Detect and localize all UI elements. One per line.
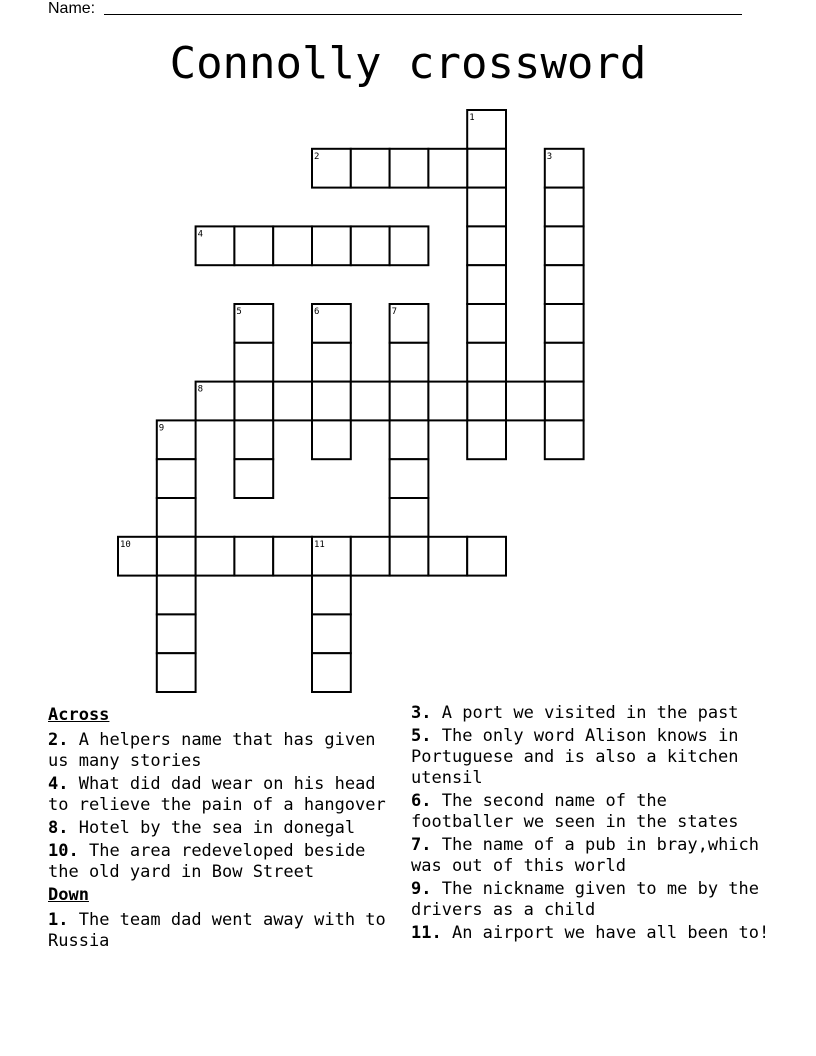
- grid-cell[interactable]: [312, 343, 351, 382]
- clue-down-6: 6. The second name of the footballer we seen in the states: [411, 791, 739, 832]
- grid-cell[interactable]: [157, 459, 196, 498]
- grid-cell[interactable]: [390, 459, 429, 498]
- cell-number-2: 2: [314, 151, 320, 162]
- grid-cell[interactable]: [545, 226, 584, 265]
- grid-cell[interactable]: [467, 188, 506, 227]
- cell-number-5: 5: [236, 307, 242, 317]
- grid-cell[interactable]: [157, 653, 196, 692]
- grid-cell[interactable]: [312, 576, 351, 615]
- grid-cell[interactable]: [351, 382, 390, 421]
- cell-number-3: 3: [546, 151, 553, 162]
- name-label: Name:: [48, 0, 96, 17]
- grid-cell[interactable]: [545, 265, 584, 304]
- grid-cell[interactable]: [545, 343, 584, 382]
- clue-across-4: 4. What did dad wear on his head to relieve the pain of a hangover: [48, 774, 386, 815]
- grid-cell[interactable]: [390, 498, 429, 537]
- clue-down-1: 1. The team dad went away with to Russia: [48, 910, 386, 951]
- grid-cell[interactable]: [467, 420, 506, 459]
- grid-cell[interactable]: [467, 226, 506, 265]
- cell-number-11: 11: [314, 539, 325, 550]
- grid-cell[interactable]: [157, 537, 196, 576]
- grid-cell[interactable]: [467, 382, 506, 421]
- grid-cell[interactable]: [545, 420, 584, 459]
- grid-cell[interactable]: [428, 382, 467, 421]
- grid-cell[interactable]: [196, 537, 235, 576]
- grid-cell[interactable]: [390, 226, 429, 265]
- grid-cell[interactable]: [467, 304, 506, 343]
- clue-down-11: 11. An airport we have all been to!: [411, 923, 770, 943]
- clue-across-10: 10. The area redeveloped beside the old yard in Bow Street: [48, 841, 366, 882]
- grid-cell[interactable]: [428, 537, 467, 576]
- grid-cell[interactable]: [234, 343, 273, 382]
- grid-cell[interactable]: [312, 226, 351, 265]
- clue-down-5: 5. The only word Alison knows in Portuguese and is also a kitchen utensil: [411, 726, 739, 788]
- grid-cell[interactable]: [234, 459, 273, 498]
- grid-cell[interactable]: [157, 498, 196, 537]
- clue-down-7: 7. The name of a pub in bray,which was out of this world: [411, 835, 760, 876]
- cell-number-1: 1: [469, 113, 475, 123]
- grid-cell[interactable]: [312, 382, 351, 421]
- grid-cell[interactable]: [351, 149, 390, 188]
- grid-cell[interactable]: [312, 614, 351, 653]
- clues-column-left: [48, 703, 406, 954]
- grid-cell[interactable]: [312, 653, 351, 692]
- grid-cell[interactable]: [545, 382, 584, 421]
- grid-cell[interactable]: [157, 614, 196, 653]
- grid-cell[interactable]: [467, 265, 506, 304]
- grid-cell[interactable]: [351, 537, 390, 576]
- cell-number-6: 6: [314, 307, 320, 317]
- clue-across-2: 2. A helpers name that has given us many stories: [48, 730, 376, 771]
- grid-cell[interactable]: [390, 537, 429, 576]
- grid-cell[interactable]: [428, 149, 467, 188]
- grid-cell[interactable]: [545, 304, 584, 343]
- grid-cell[interactable]: [234, 382, 273, 421]
- grid-cell[interactable]: [545, 188, 584, 227]
- grid-cell[interactable]: [273, 382, 312, 421]
- cell-number-10: 10: [120, 539, 131, 550]
- grid-cell[interactable]: [467, 537, 506, 576]
- grid-cell[interactable]: [234, 420, 273, 459]
- grid-cell[interactable]: [234, 537, 273, 576]
- grid-cell[interactable]: [467, 149, 506, 188]
- grid-cell[interactable]: [273, 537, 312, 576]
- clue-down-3: 3. A port we visited in the past: [411, 703, 739, 723]
- grid-cell[interactable]: [506, 382, 545, 421]
- grid-cell[interactable]: [234, 226, 273, 265]
- grid-cell[interactable]: [273, 226, 312, 265]
- grid-cell[interactable]: [390, 149, 429, 188]
- cell-number-8: 8: [197, 384, 204, 395]
- clue-down-9: 9. The nickname given to me by the drivers as a child: [411, 879, 760, 920]
- cell-number-7: 7: [391, 307, 398, 317]
- grid-cell[interactable]: [312, 420, 351, 459]
- clues-column-right: [411, 703, 771, 946]
- page-title: Connolly crossword: [169, 38, 647, 89]
- grid-cell[interactable]: [390, 382, 429, 421]
- clue-across-8: 8. Hotel by the sea in donegal: [48, 818, 356, 838]
- grid-cell[interactable]: [157, 576, 196, 615]
- grid-cell[interactable]: [467, 343, 506, 382]
- across-heading: Across: [48, 705, 110, 725]
- cell-number-9: 9: [158, 423, 165, 434]
- grid-cell[interactable]: [390, 343, 429, 382]
- grid-cell[interactable]: [390, 420, 429, 459]
- grid-cell[interactable]: [351, 226, 390, 265]
- cell-number-4: 4: [197, 229, 204, 240]
- down-heading: Down: [48, 885, 89, 905]
